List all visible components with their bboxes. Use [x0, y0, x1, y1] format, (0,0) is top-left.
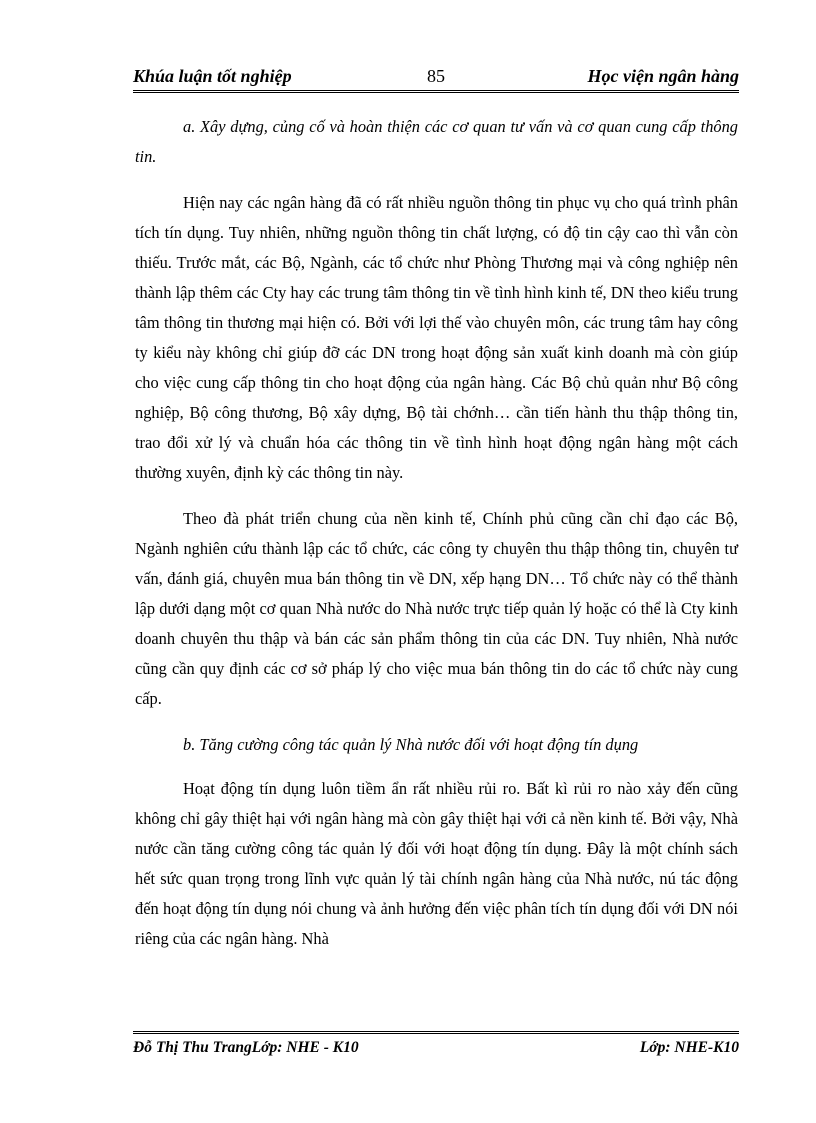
- paragraph-1: Hiện nay các ngân hàng đã có rất nhiều nguồn thông tin phục vụ cho quá trình phân tích tín dụng. Tuy nhiên, những nguồn thông tin chất lượng, có độ tin cậy cao thì vẫn còn thiếu. Trước mắt, các Bộ, Ngành, các tổ chức như Phòng Thương mại và công nghiệp nên thành lập thêm các Cty hay các trung tâm thông tin về tình hình kinh tế, DN theo kiểu trung tâm thông tin thương mại hiện có. Bởi với lợi thế vào chuyên môn, các trung tâm hay công ty kiểu này không chỉ giúp đỡ các DN trong hoạt động sản xuất kinh doanh mà còn giúp cho việc cung cấp thông tin cho hoạt động của ngân hàng. Các Bộ chủ quản như Bộ công nghiệp, Bộ công thương, Bộ xây dựng, Bộ tài chớnh… cần tiến hành thu thập thông tin, trao đổi xử lý và chuẩn hóa các thông tin về tình hình hoạt động ngân hàng một cách thường xuyên, định kỳ các thông tin này.: [135, 193, 738, 482]
- header-title-right: Học viện ngân hàng: [587, 66, 739, 86]
- paragraph-2: Theo đà phát triển chung của nền kinh tế, Chính phủ cũng cần chỉ đạo các Bộ, Ngành nghiên cứu thành lập các tổ chức, các công ty chuyên thu thập thông tin, chuyên tư vấn, đánh giá, chuyên mua bán thông tin về DN, xếp hạng DN… Tổ chức này có thể thành lập dưới dạng một cơ quan Nhà nước do Nhà nước trực tiếp quản lý hoặc có thể là Cty kinh doanh chuyên thu thập và bán các sản phẩm thông tin của các DN. Tuy nhiên, Nhà nước cũng cần quy định các cơ sở pháp lý cho việc mua bán thông tin do các tổ chức này cung cấp.: [135, 509, 738, 708]
- header-title-left: Khúa luận tốt nghiệp: [133, 66, 292, 86]
- page-number: 85: [427, 66, 445, 86]
- section-heading-a: a. Xây dựng, củng cố và hoàn thiện các cơ quan tư vấn và cơ quan cung cấp thông tin.: [135, 117, 738, 166]
- footer-class: Lớp: NHE-K10: [639, 1039, 739, 1056]
- document-body: [135, 112, 738, 970]
- page-footer: [133, 1031, 739, 1060]
- page-header: [133, 62, 739, 93]
- section-heading-b: b. Tăng cường công tác quản lý Nhà nước đối với hoạt động tín dụng: [183, 735, 639, 754]
- footer-author: Đỗ Thị Thu TrangLớp: NHE - K10: [133, 1039, 359, 1056]
- paragraph-3: Hoạt động tín dụng luôn tiềm ẩn rất nhiều rủi ro. Bất kì rủi ro nào xảy đến cũng không chỉ gây thiệt hại với ngân hàng mà còn gây thiệt hại với cả nền kinh tế. Bởi vậy, Nhà nước cần tăng cường công tác quản lý đối với hoạt động tín dụng. Đây là một chính sách hết sức quan trọng trong lĩnh vực quản lý tài chính ngân hàng của Nhà nước, nú tác động đến hoạt động tín dụng nói chung và ảnh hưởng đến việc phân tích tín dụng đối với DN nói riêng của các ngân hàng. Nhà: [135, 779, 738, 948]
